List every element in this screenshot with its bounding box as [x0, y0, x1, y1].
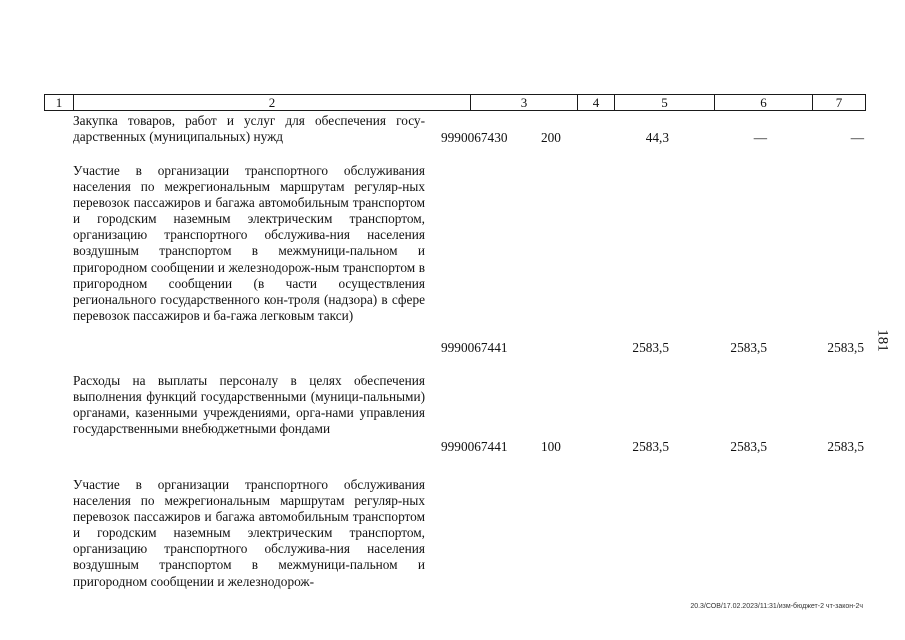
row-value-col5: 2583,5: [632, 439, 669, 454]
row-code: 9990067441: [441, 340, 508, 355]
row-value-col7: 2583,5: [827, 340, 864, 355]
table-header-row: [44, 94, 866, 111]
row-code: 9990067441: [441, 439, 508, 454]
header-col-7: 7: [835, 95, 843, 110]
row-description: Расходы на выплаты персоналу в целях обеспечения выполнения функций государственными (муници-пальными) органами, казенными учреждениями, орга-нами управления государственными внебюджетными фондами: [73, 373, 425, 437]
header-col-2: 2: [74, 95, 471, 110]
row-expense-type: 100: [541, 439, 561, 454]
header-col-3: 3: [471, 95, 578, 110]
row-value-col6: 2583,5: [730, 439, 767, 454]
row-value-col7: 2583,5: [827, 439, 864, 454]
header-col-5: 5: [615, 95, 715, 110]
row-value-col6: 2583,5: [730, 340, 767, 355]
row-value-col7: —: [850, 130, 864, 145]
row-value-col5: 2583,5: [632, 340, 669, 355]
row-description: Участие в организации транспортного обслуживания населения по межрегиональным маршрутам регуляр-ных перевозок пассажиров и багажа автомобильным транспортом и городским наземным электрическим транспортом, организацию транспортного обслужива-ния населения воздушным транспортом в межмуници-пальном и пригородном сообщении и железнодорож-: [73, 477, 425, 589]
header-col-1: 1: [45, 95, 74, 110]
row-value-col5: 44,3: [645, 130, 669, 145]
row-description: Закупка товаров, работ и услуг для обеспечения госу-дарственных (муниципальных) нужд: [73, 113, 425, 145]
document-footer: 20.3/СОВ/17.02.2023/11:31/изм-бюджет-2 чт-закон-2ч: [690, 603, 863, 610]
row-code: 9990067430: [441, 130, 508, 145]
header-col-6: 6: [715, 95, 813, 110]
row-value-col6: —: [753, 130, 767, 145]
row-expense-type: 200: [541, 130, 561, 145]
page-number: 181: [874, 329, 891, 352]
header-col-4: 4: [578, 95, 615, 110]
row-description: Участие в организации транспортного обслуживания населения по межрегиональным маршрутам регуляр-ных перевозок пассажиров и багажа автомобильным транспортом и городским наземным электрическим транспортом, организацию транспортного обслужива-ния населения воздушным транспортом в межмуници-пальном и пригородном сообщении и железнодорож-ным транспортом в пригородном сообщении (в части осуществления регионального государственного кон-троля (надзора) в сфере перевозок пассажиров и ба-гажа легковым такси): [73, 163, 425, 323]
